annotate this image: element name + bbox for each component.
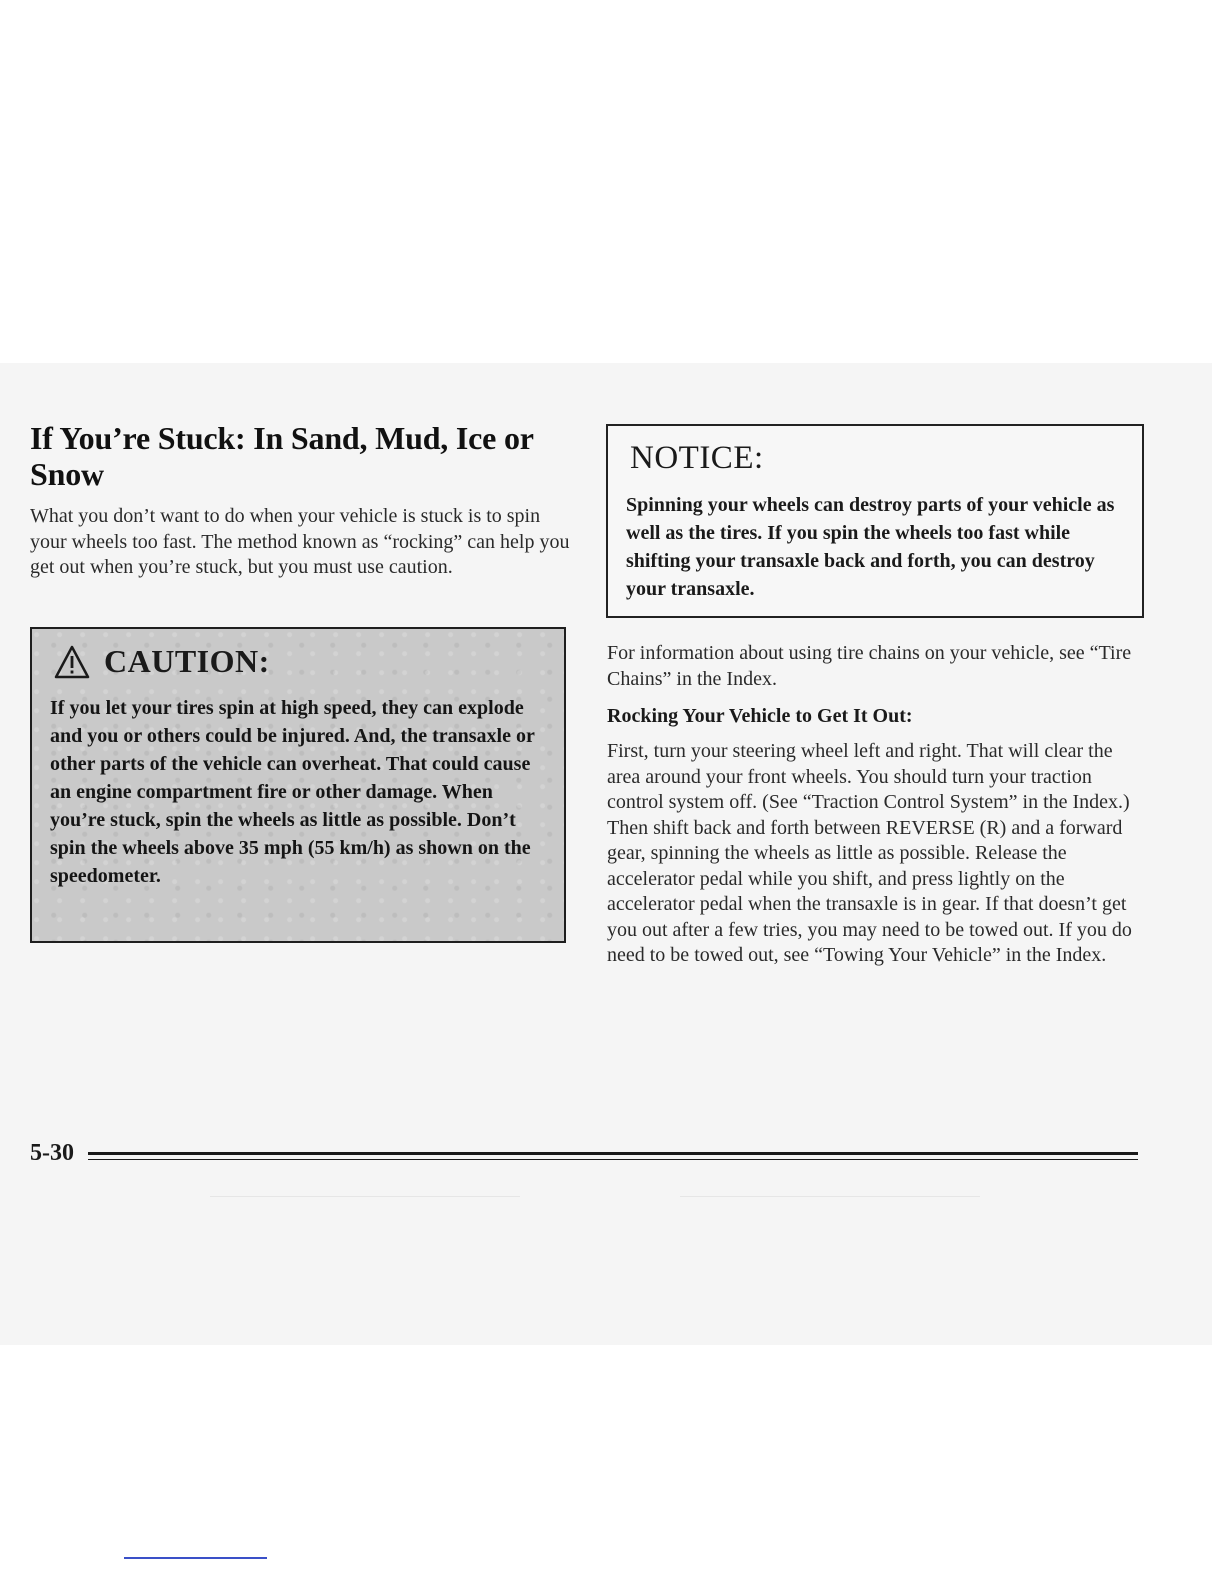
page-number: 5-30 [30, 1140, 74, 1166]
notice-text: Spinning your wheels can destroy parts of your vehicle as well as the tires. If you spin the wheels too fast while shifting your transaxle back and forth, you can destroy your transaxle. [626, 494, 1115, 600]
notice-box [606, 424, 1144, 618]
page-footer [30, 1140, 1140, 1174]
tire-chains-paragraph: For information about using tire chains on your vehicle, see “Tire Chains” in the Index. [607, 642, 1132, 690]
footer-rule-thick [88, 1152, 1138, 1155]
intro-paragraph: What you don’t want to do when your vehicle is stuck is to spin your wheels too fast. The method known as “rocking” can help you get out when you’re stuck, but you must use caution. [30, 505, 570, 578]
warning-triangle-icon [54, 645, 90, 679]
caution-box [30, 627, 566, 943]
rocking-paragraph: First, turn your steering wheel left and right. That will clear the area around your front wheels. You should turn your traction control system off. (See “Traction Control System” in the Index.) Then shift back and forth between REVERSE (R) and a forward gear, spinning the wheels as little as possible. Release the accelerator pedal while you shift, and press lightly on the accelerator pedal when the transaxle is in gear. If that doesn’t get you out after a few tries, you may need to be towed out. If you do need to be towed out, see “Towing Your Vehicle” in the Index. [607, 740, 1132, 966]
footer-rule-thin [88, 1159, 1138, 1160]
notice-title: NOTICE: [630, 440, 764, 476]
faint-divider-right [680, 1196, 980, 1197]
caution-header [54, 643, 546, 680]
left-column [30, 420, 570, 581]
caution-title: CAUTION: [104, 643, 270, 679]
faint-divider-left [210, 1196, 520, 1197]
rocking-subheading: Rocking Your Vehicle to Get It Out: [607, 705, 913, 727]
caution-text: If you let your tires spin at high speed, they can explode and you or others could be injured. And, the transaxle or other parts of the vehicle can overheat. That could cause an engine compartment fire or other damage. When you’re stuck, spin the wheels as little as possible. Don’t spin the wheels above 35 mph (55 km/h) as shown on the speedometer. [50, 697, 535, 887]
link-underline [124, 1557, 267, 1559]
right-column-body [607, 641, 1147, 980]
section-title: If You’re Stuck: In Sand, Mud, Ice or Snow [30, 420, 534, 492]
